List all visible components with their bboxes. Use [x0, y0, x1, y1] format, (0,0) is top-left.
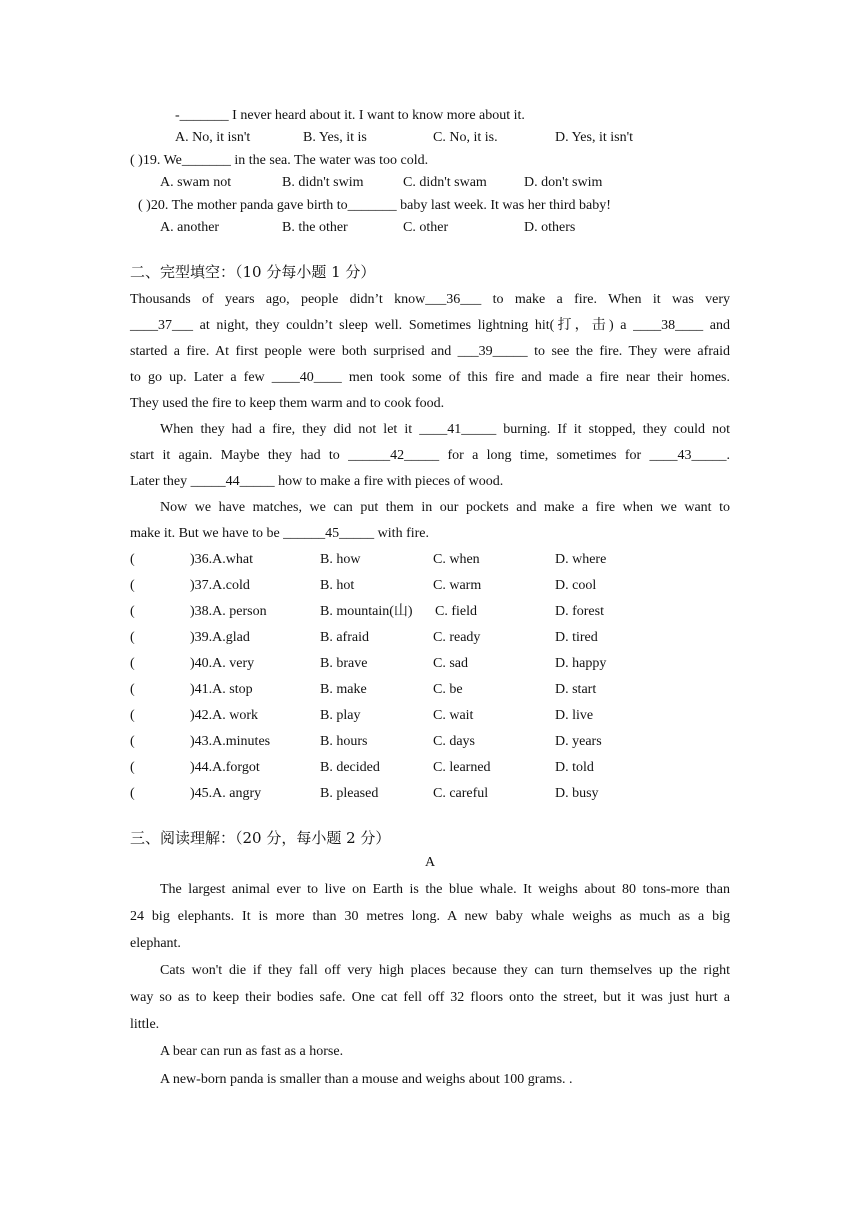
q40-paren: (: [130, 656, 135, 671]
q43-option-b: B. hours: [320, 734, 368, 749]
q45-paren: (: [130, 786, 135, 801]
cloze-p2-line1: When they had a fire, they did not let it ____41_____ burning. If it stopped, they could not: [160, 422, 730, 437]
q38-option-d: D. forest: [555, 604, 604, 619]
q38-option-b: B. mountain(山): [320, 604, 413, 619]
q19-option-a: A. swam not: [160, 175, 232, 190]
cloze-p1-line4: to go up. Later a few ____40____ men took some of this fire and made a fire near their homes.: [130, 370, 730, 385]
q39-option-d: D. tired: [555, 630, 598, 645]
q19-option-b: B. didn't swim: [282, 175, 364, 190]
q42-option-b: B. play: [320, 708, 361, 723]
q-prev-option-b: B. Yes, it is: [303, 130, 367, 145]
q38-option-c: C. field: [435, 604, 477, 619]
cloze-p1-line3: started a fire. At first people were both surprised and ___39_____ to see the fire. They were afraid: [130, 344, 730, 359]
q-prev-reply: -_______ I never heard about it. I want to know more about it.: [175, 108, 525, 123]
reading-p2-line1: Cats won't die if they fall off very high places because they can turn themselves up the right: [160, 963, 730, 978]
q41-option-c: C. be: [433, 682, 463, 697]
q-prev-option-a: A. No, it isn't: [175, 130, 251, 145]
reading-p1-line1: The largest animal ever to live on Earth is the blue whale. It weighs about 80 tons-more than: [160, 882, 730, 897]
q45-option-a: )45.A. angry: [190, 786, 262, 801]
cloze-p3-line1: Now we have matches, we can put them in our pockets and make a fire when we want to: [160, 500, 730, 515]
q41-option-d: D. start: [555, 682, 597, 697]
q37-option-b: B. hot: [320, 578, 355, 593]
q39-option-a: )39.A.glad: [190, 630, 250, 645]
q-prev-option-c: C. No, it is.: [433, 130, 498, 145]
q38-option-a: )38.A. person: [190, 604, 267, 619]
q37-option-a: )37.A.cold: [190, 578, 250, 593]
q19-option-c: C. didn't swam: [403, 175, 487, 190]
q43-option-d: D. years: [555, 734, 602, 749]
q38-paren: (: [130, 604, 135, 619]
q36-option-a: )36.A.what: [190, 552, 253, 567]
q42-option-c: C. wait: [433, 708, 474, 723]
reading-p3: A bear can run as fast as a horse.: [160, 1044, 344, 1059]
q36-paren: (: [130, 552, 135, 567]
q37-option-c: C. warm: [433, 578, 482, 593]
reading-p2-line3: little.: [130, 1017, 160, 1032]
q44-paren: (: [130, 760, 135, 775]
q45-option-b: B. pleased: [320, 786, 379, 801]
q19-stem: ( )19. We_______ in the sea. The water was too cold.: [130, 153, 429, 168]
q20-option-c: C. other: [403, 220, 449, 235]
q43-paren: (: [130, 734, 135, 749]
q45-option-d: D. busy: [555, 786, 599, 801]
q-prev-option-d: D. Yes, it isn't: [555, 130, 633, 145]
q42-option-a: )42.A. work: [190, 708, 259, 723]
q39-paren: (: [130, 630, 135, 645]
section3-title: 三、阅读理解：（20 分，每小题 2 分）: [130, 829, 391, 847]
q40-option-b: B. brave: [320, 656, 368, 671]
cloze-p3-line2: make it. But we have to be ______45_____ with fire.: [130, 526, 429, 541]
q36-option-d: D. where: [555, 552, 607, 567]
reading-part-label: A: [424, 855, 436, 870]
section2-title: 二、完型填空：（10 分每小题 1 分）: [130, 263, 376, 281]
q40-option-c: C. sad: [433, 656, 468, 671]
q39-option-b: B. afraid: [320, 630, 369, 645]
q44-option-c: C. learned: [433, 760, 491, 775]
q36-option-c: C. when: [433, 552, 480, 567]
q43-option-a: )43.A.minutes: [190, 734, 271, 749]
reading-p2-line2: way so as to keep their bodies safe. One cat fell off 32 floors onto the street, but it was just hurt a: [130, 990, 730, 1005]
reading-p1-line2: 24 big elephants. It is more than 30 metres long. A new baby whale weighs as much as a big: [130, 909, 730, 924]
q42-option-d: D. live: [555, 708, 594, 723]
cloze-p2-line2: start it again. Maybe they had to ______42_____ for a long time, sometimes for ____43_____.: [130, 448, 730, 463]
q44-option-b: B. decided: [320, 760, 380, 775]
q40-option-d: D. happy: [555, 656, 607, 671]
cloze-p1-line2: ____37___ at night, they couldn’t sleep well. Sometimes lightning hit(打，击) a ____38____ and: [130, 318, 730, 333]
reading-p1-line3: elephant.: [130, 936, 181, 951]
q39-option-c: C. ready: [433, 630, 481, 645]
q41-option-b: B. make: [320, 682, 367, 697]
cloze-p1-line1: Thousands of years ago, people didn’t know___36___ to make a fire. When it was very: [130, 292, 730, 307]
q45-option-c: C. careful: [433, 786, 489, 801]
q40-option-a: )40.A. very: [190, 656, 255, 671]
q41-option-a: )41.A. stop: [190, 682, 253, 697]
cloze-p2-line3: Later they _____44_____ how to make a fire with pieces of wood.: [130, 474, 504, 489]
q42-paren: (: [130, 708, 135, 723]
q36-option-b: B. how: [320, 552, 361, 567]
q41-paren: (: [130, 682, 135, 697]
q43-option-c: C. days: [433, 734, 475, 749]
q44-option-a: )44.A.forgot: [190, 760, 260, 775]
q44-option-d: D. told: [555, 760, 594, 775]
q20-option-a: A. another: [160, 220, 220, 235]
q20-option-b: B. the other: [282, 220, 348, 235]
q37-option-d: D. cool: [555, 578, 597, 593]
cloze-p1-line5: They used the fire to keep them warm and to cook food.: [130, 396, 445, 411]
q37-paren: (: [130, 578, 135, 593]
reading-p4: A new-born panda is smaller than a mouse and weighs about 100 grams. .: [160, 1072, 573, 1087]
q20-stem: ( )20. The mother panda gave birth to_______ baby last week. It was her third baby!: [138, 198, 611, 213]
q20-option-d: D. others: [524, 220, 576, 235]
q19-option-d: D. don't swim: [524, 175, 603, 190]
